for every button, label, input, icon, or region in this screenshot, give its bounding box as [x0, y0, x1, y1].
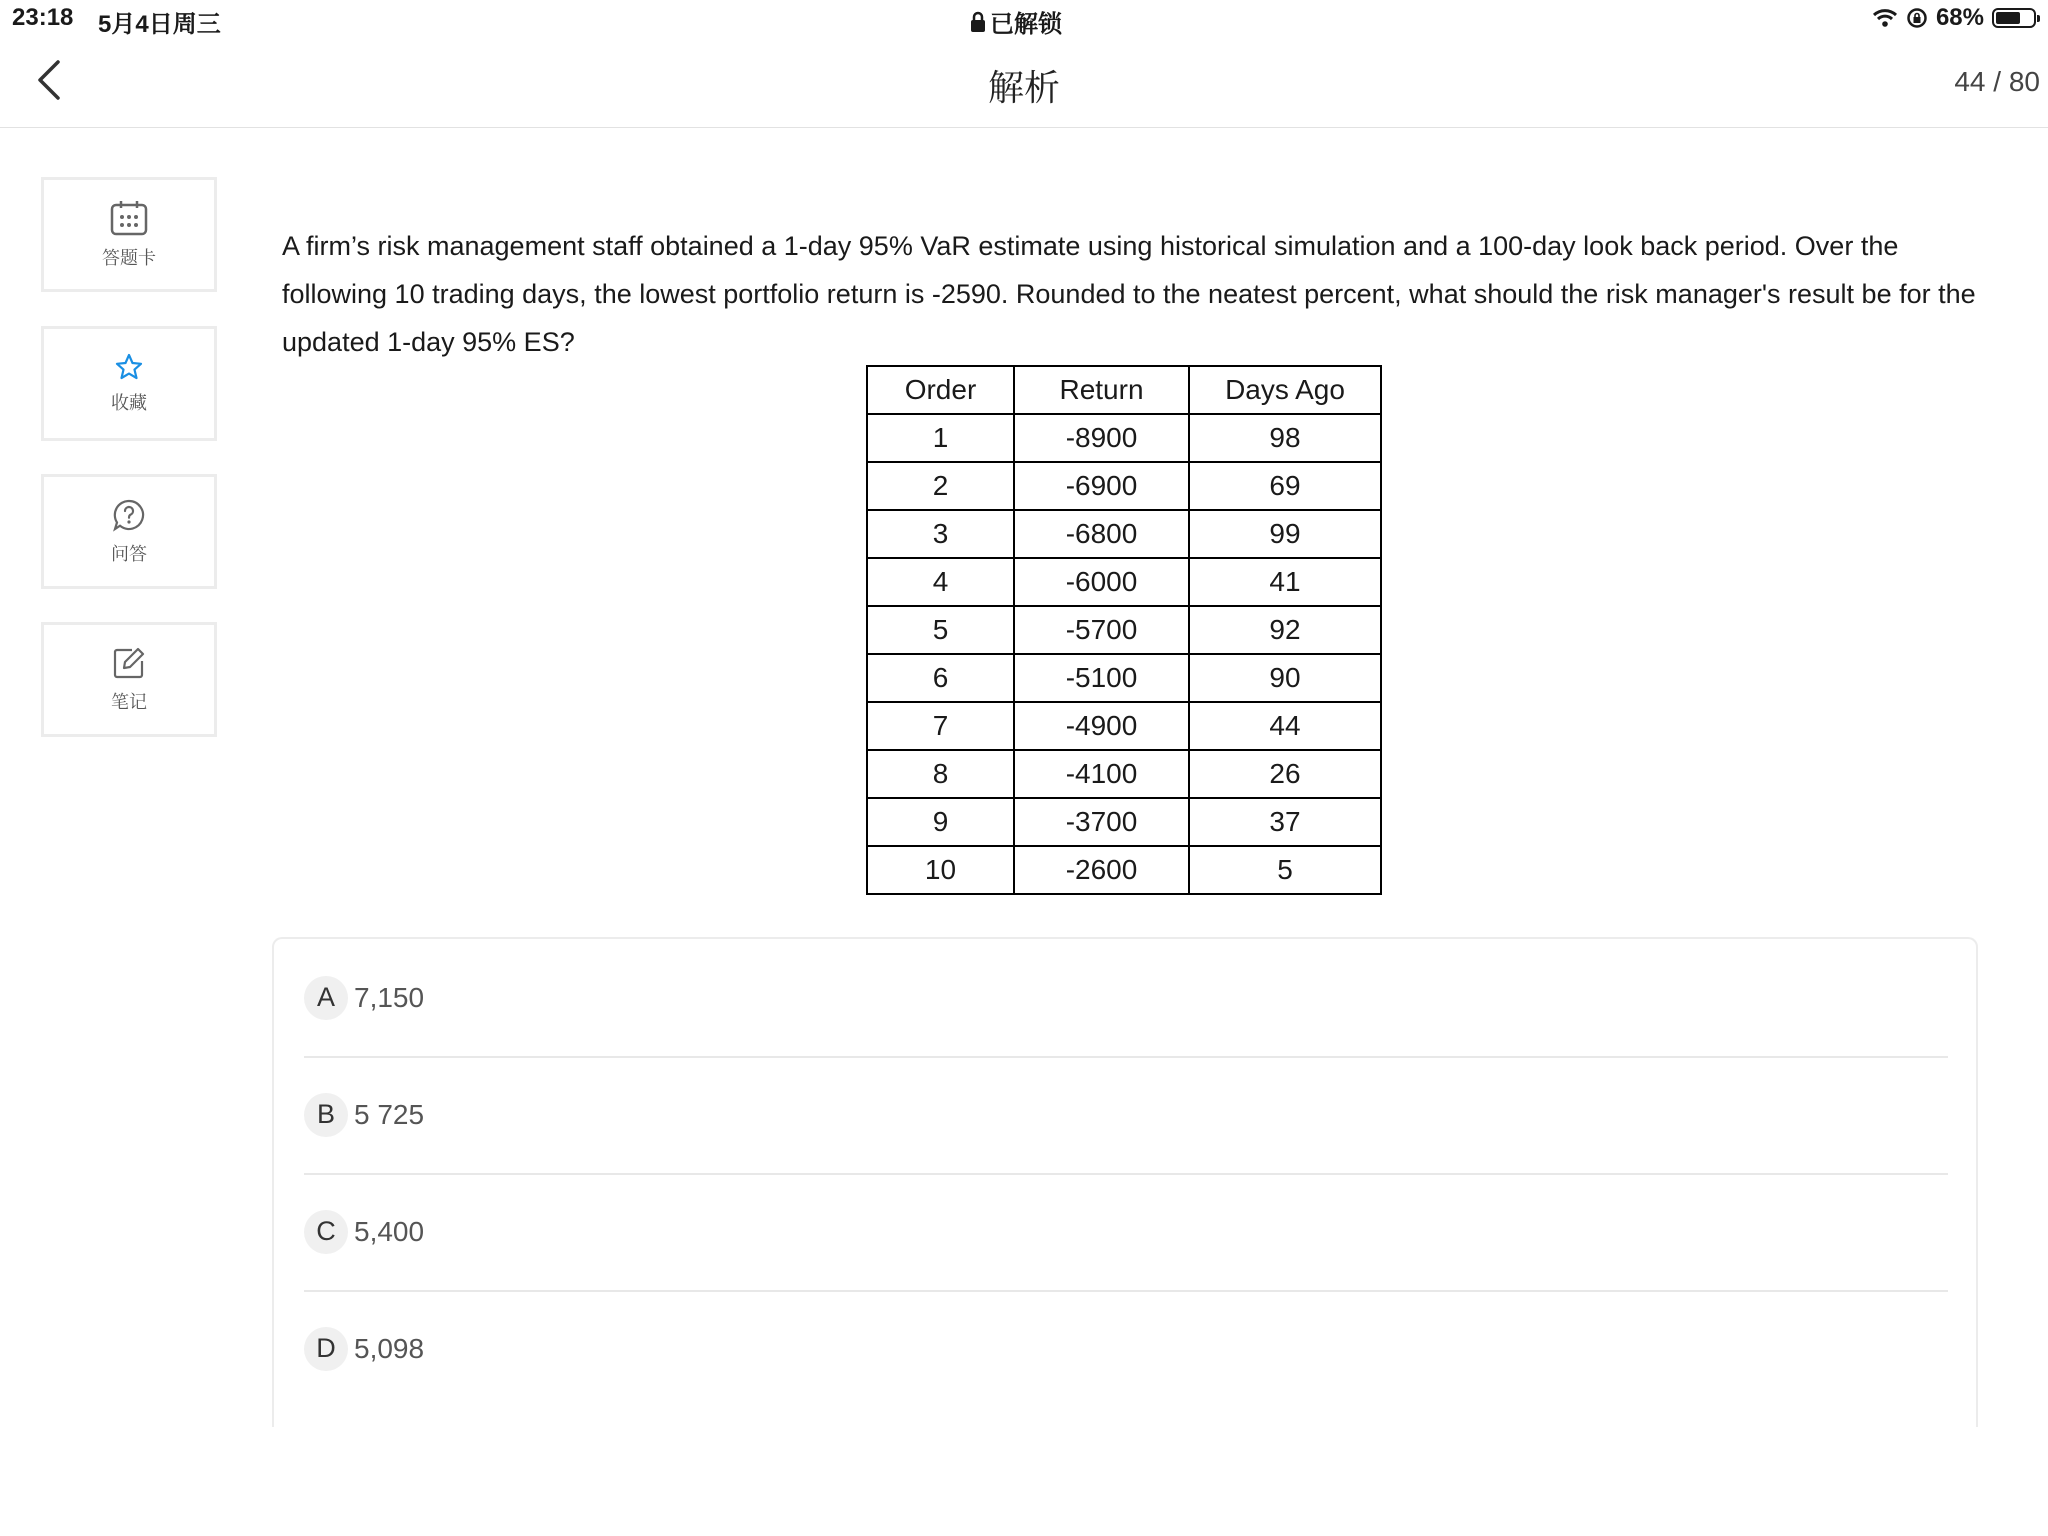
option-b[interactable]	[304, 1056, 1948, 1175]
table-cell: 90	[1189, 654, 1381, 702]
column-header: Days Ago	[1189, 366, 1381, 414]
status-date: 5月4日周三	[98, 11, 221, 38]
table-cell: 41	[1189, 558, 1381, 606]
table-row	[867, 462, 1381, 510]
option-letter: A	[304, 976, 348, 1020]
status-bar	[0, 0, 2048, 40]
calendar-grid-icon	[110, 200, 148, 236]
lock-label: 已解锁	[990, 11, 1062, 38]
qa-button[interactable]	[41, 474, 217, 589]
table-row	[867, 510, 1381, 558]
notes-label: 笔记	[111, 691, 147, 712]
table-row	[867, 798, 1381, 846]
option-text: 5,400	[354, 1215, 425, 1247]
option-text: 7,150	[354, 981, 425, 1013]
table-cell: 9	[867, 798, 1014, 846]
table-row	[867, 654, 1381, 702]
status-right	[1872, 4, 2036, 32]
table-row	[867, 846, 1381, 894]
option-letter: D	[304, 1327, 348, 1371]
table-cell: -2600	[1014, 846, 1189, 894]
table-cell: 6	[867, 654, 1014, 702]
table-header-row	[867, 366, 1381, 414]
table-cell: 4	[867, 558, 1014, 606]
table-cell: 5	[1189, 846, 1381, 894]
table-cell: -5100	[1014, 654, 1189, 702]
column-header: Return	[1014, 366, 1189, 414]
answer-card-button[interactable]	[41, 177, 217, 292]
edit-note-icon	[112, 646, 146, 680]
table-cell: -3700	[1014, 798, 1189, 846]
table-cell: 8	[867, 750, 1014, 798]
option-letter: B	[304, 1093, 348, 1137]
question-counter: 44 / 80	[1954, 66, 2040, 97]
table-cell: 69	[1189, 462, 1381, 510]
option-a[interactable]	[304, 939, 1948, 1058]
table-cell: 5	[867, 606, 1014, 654]
table-cell: 7	[867, 702, 1014, 750]
table-cell: -8900	[1014, 414, 1189, 462]
battery-percent: 68%	[1935, 4, 1984, 31]
lock-icon	[970, 11, 986, 33]
favorite-button[interactable]	[41, 326, 217, 441]
table-cell: 37	[1189, 798, 1381, 846]
option-letter: C	[304, 1210, 348, 1254]
table-cell: -6000	[1014, 558, 1189, 606]
answer-card-label: 答题卡	[102, 247, 156, 268]
favorite-label: 收藏	[111, 392, 147, 413]
status-lock	[970, 4, 1062, 39]
answer-options	[272, 937, 1978, 1427]
table-cell: 98	[1189, 414, 1381, 462]
table-cell: -6900	[1014, 462, 1189, 510]
table-cell: 2	[867, 462, 1014, 510]
table-row	[867, 702, 1381, 750]
table-cell: -4100	[1014, 750, 1189, 798]
column-header: Order	[867, 366, 1014, 414]
status-time: 23:18	[12, 4, 74, 31]
table-cell: -6800	[1014, 510, 1189, 558]
question-text: A firm’s risk management staff obtained a 1-day 95% VaR estimate using historical simulation and a 100-day look back period. Over the following 10 trading days, the lowest portfolio return is -2590. Rounded to the neatest percent, what should the risk manager's result be for the updated 1-day 95% ES?	[282, 231, 1976, 357]
table-row	[867, 558, 1381, 606]
table-cell: 92	[1189, 606, 1381, 654]
option-text: 5 725	[354, 1098, 425, 1130]
option-text: 5,098	[354, 1332, 425, 1364]
option-d[interactable]	[304, 1290, 1948, 1407]
table-row	[867, 750, 1381, 798]
table-cell: 1	[867, 414, 1014, 462]
returns-table	[866, 365, 1382, 895]
question-circle-icon	[112, 498, 146, 532]
table-cell: 99	[1189, 510, 1381, 558]
table-cell: -4900	[1014, 702, 1189, 750]
table-cell: 26	[1189, 750, 1381, 798]
rotation-lock-icon	[1906, 7, 1928, 29]
table-row	[867, 414, 1381, 462]
nav-bar	[0, 40, 2048, 128]
option-c[interactable]	[304, 1173, 1948, 1292]
table-cell: -5700	[1014, 606, 1189, 654]
battery-icon	[1992, 8, 2036, 28]
table-cell: 10	[867, 846, 1014, 894]
table-cell: 3	[867, 510, 1014, 558]
qa-label: 问答	[111, 543, 147, 564]
table-row	[867, 606, 1381, 654]
notes-button[interactable]	[41, 622, 217, 737]
table-cell: 44	[1189, 702, 1381, 750]
star-icon	[115, 353, 143, 381]
wifi-icon	[1872, 8, 1898, 28]
page-title: 解析	[987, 67, 1060, 108]
